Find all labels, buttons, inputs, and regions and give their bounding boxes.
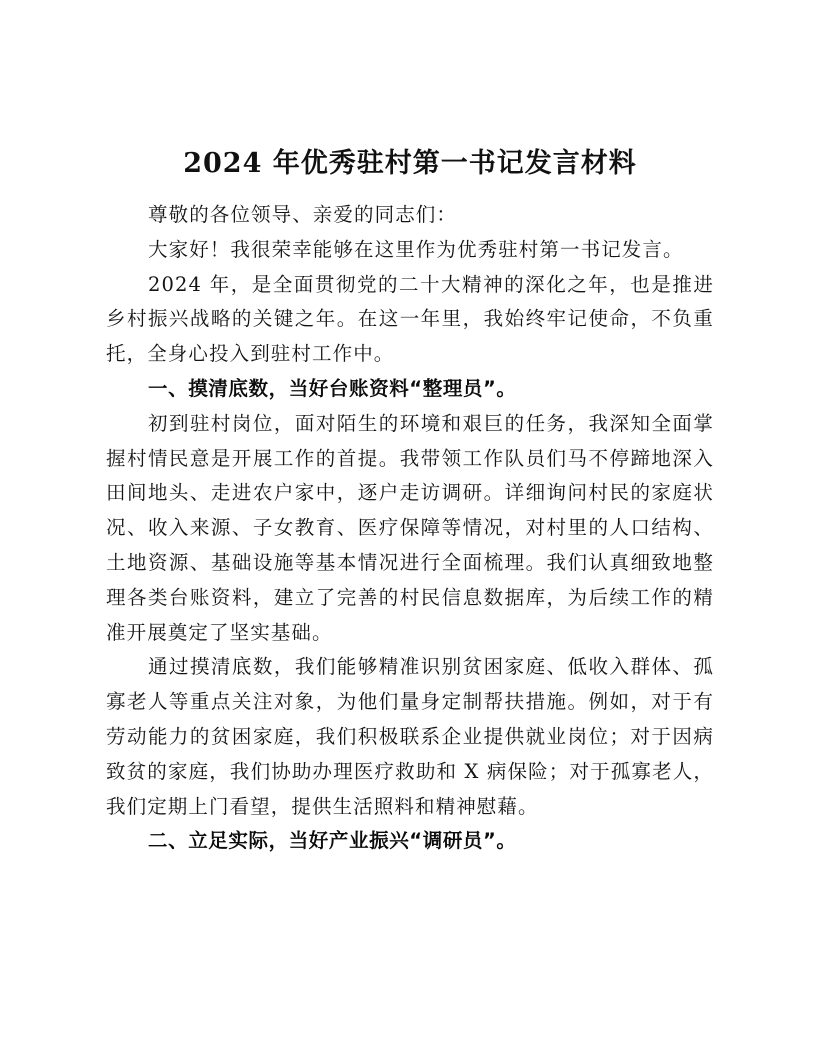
document-title: 2024 年优秀驻村第一书记发言材料: [183, 148, 637, 179]
intro-paragraph: 2024 年，是全面贯彻党的二十大精神的深化之年，也是推进乡村振兴战略的关键之年。在这一年里，我始终牢记使命，不负重托，全身心投入到驻村工作中。: [106, 272, 714, 366]
section-1-heading: 一、摸清底数，当好台账资料“整理员”。: [148, 376, 517, 400]
salutation: 尊敬的各位领导、亲爱的同志们：: [148, 203, 458, 226]
document-body: [106, 146, 714, 859]
section-2-heading: 二、立足实际，当好产业振兴“调研员”。: [148, 829, 517, 853]
section-1-paragraph-1: 初到驻村岗位，面对陌生的环境和艰巨的任务，我深知全面掌握村情民意是开展工作的首提。我带领工作队员们马不停蹄地深入田间地头、走进农户家中，逐户走访调研。详细询问村民的家庭状况、收入来源、子女教育、医疗保障等情况，对村里的人口结构、土地资源、基础设施等基本情况进行全面梳理。我们认真细致地整理各类台账资料，建立了完善的村民信息数据库，为后续工作的精准开展奠定了坚实基础。: [106, 411, 714, 644]
section-1-paragraph-2: 通过摸清底数，我们能够精准识别贫困家庭、低收入群体、孤寡老人等重点关注对象，为他们量身定制帮扶措施。例如，对于有劳动能力的贫困家庭，我们积极联系企业提供就业岗位；对于因病致贫的家庭，我们协助办理医疗救助和 X 病保险；对于孤寡老人，我们定期上门看望，提供生活照料和精神慰藉。: [106, 655, 714, 818]
greeting: 大家好！我很荣幸能够在这里作为优秀驻村第一书记发言。: [148, 237, 684, 261]
